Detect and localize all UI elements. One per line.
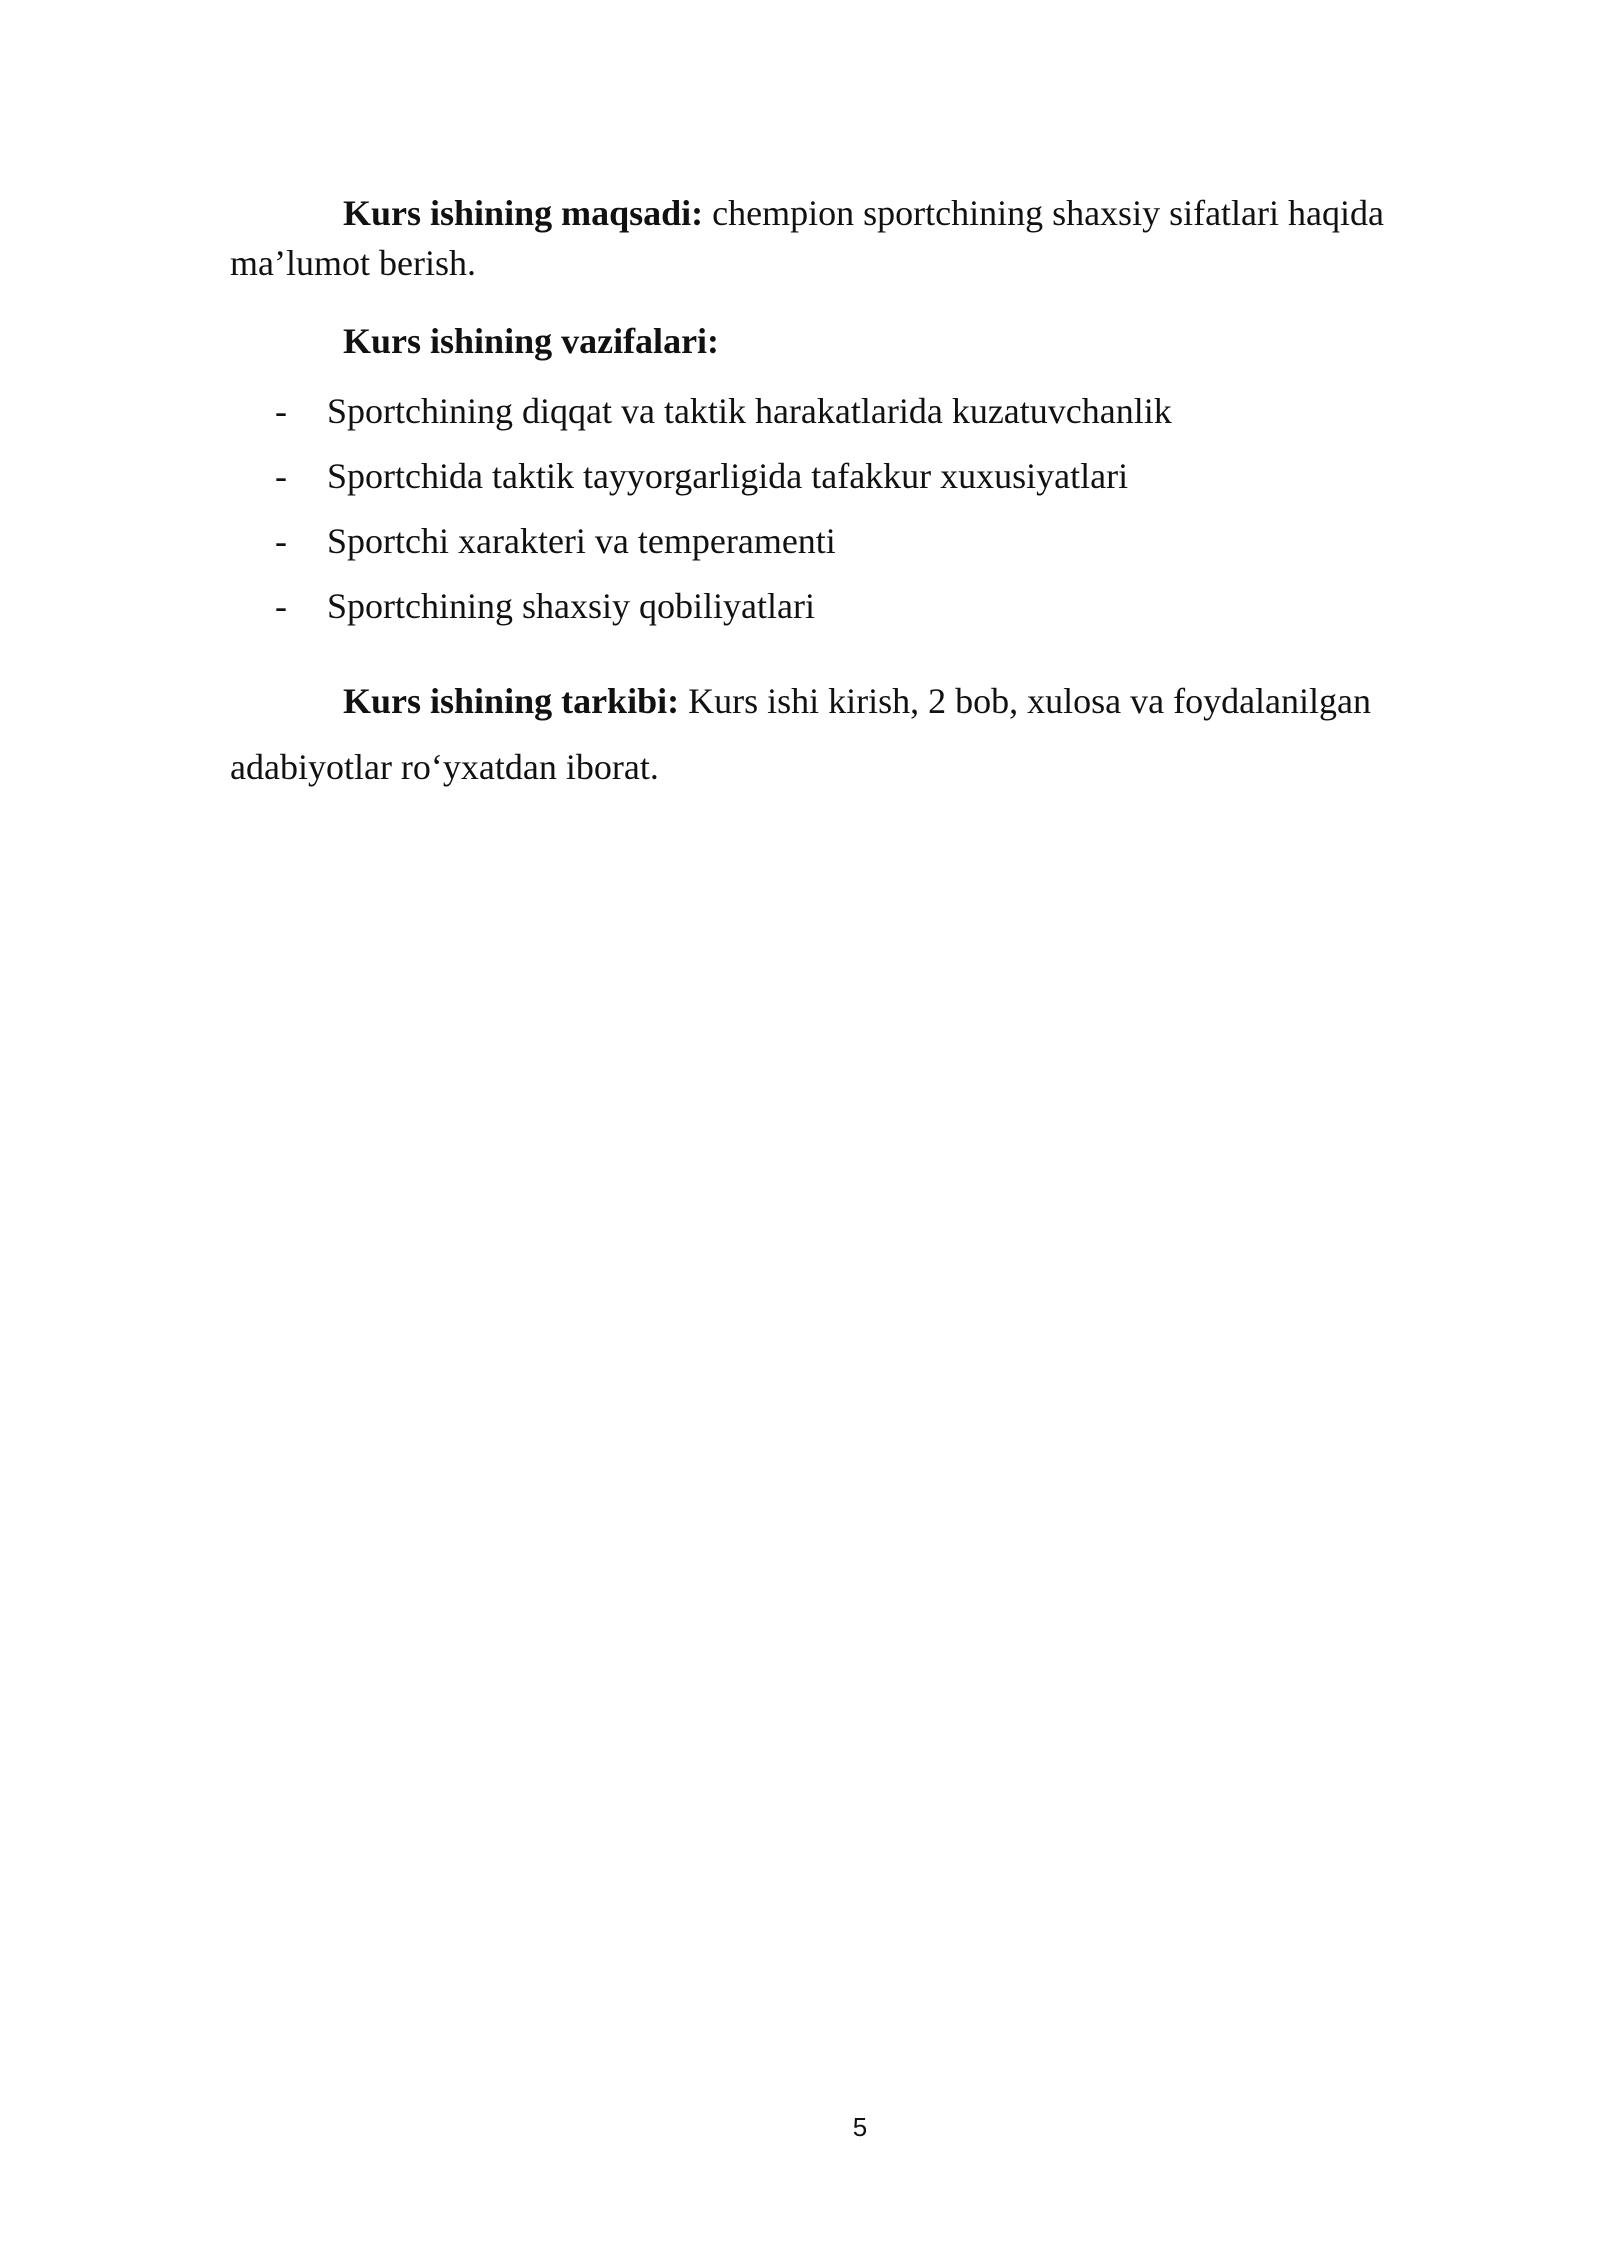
list-dash: - — [275, 456, 287, 496]
list-item — [275, 574, 1172, 639]
tasks-label: Kurs ishining vazifalari: — [343, 321, 720, 361]
page-number: 5 — [852, 2112, 868, 2142]
tasks-list — [275, 379, 1172, 639]
list-item-text: Sportchida taktik tayyorgarligida tafakkur xuxusiyatlari — [327, 456, 1129, 496]
list-dash: - — [275, 391, 287, 431]
goal-label: Kurs ishining maqsadi: — [343, 193, 704, 233]
structure-text: Kurs ishi kirish, 2 bob, xulosa va foydalanilgan adabiyotlar ro‘yxatdan iborat. — [230, 681, 1372, 787]
list-item-text: Sportchining diqqat va taktik harakatlarida kuzatuvchanlik — [327, 391, 1172, 431]
goal-paragraph — [230, 188, 1440, 288]
structure-label: Kurs ishining tarkibi: — [343, 681, 680, 721]
list-item — [275, 379, 1172, 444]
goal-text: chempion sportchining shaxsiy sifatlari haqida ma’lumot berish. — [230, 193, 1384, 283]
list-item-text: Sportchi xarakteri va temperamenti — [327, 521, 836, 561]
list-dash: - — [275, 586, 287, 626]
list-item — [275, 444, 1172, 509]
list-dash: - — [275, 521, 287, 561]
tasks-heading-paragraph — [230, 316, 1440, 366]
structure-paragraph — [230, 668, 1440, 800]
list-item — [275, 509, 1172, 574]
list-item-text: Sportchining shaxsiy qobiliyatlari — [327, 586, 815, 626]
